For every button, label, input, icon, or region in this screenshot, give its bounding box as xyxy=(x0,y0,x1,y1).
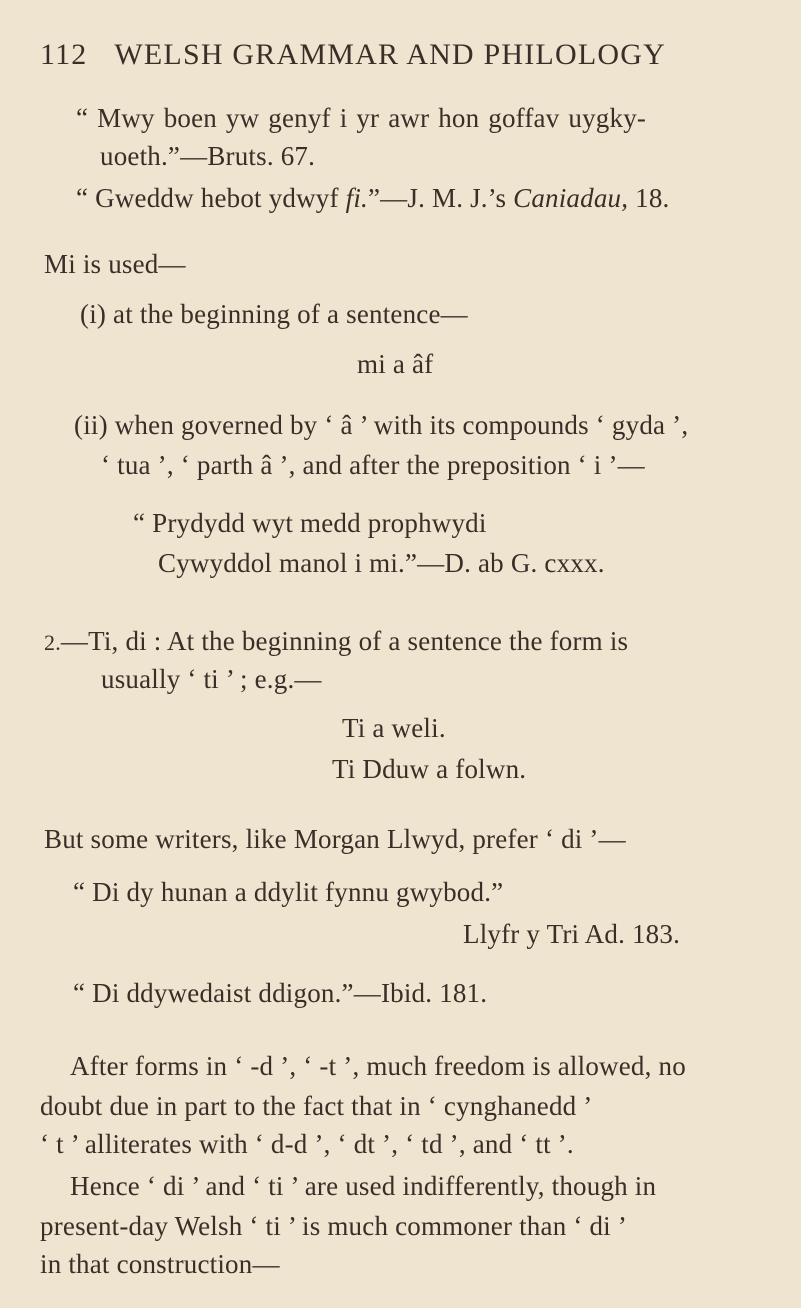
hence-para-line-1: Hence ‘ di ’ and ‘ ti ’ are used indifferently, though in xyxy=(70,1171,657,1201)
quote-di-line-1: “ Di dy hunan a ddylit fynnu gwybod.” xyxy=(73,877,504,907)
section-number: 2. xyxy=(44,630,61,655)
quote-di-line-2: “ Di ddywedaist ddigon.”—Ibid. 181. xyxy=(73,978,488,1008)
quote-caniadau-text: “ Gweddw hebot ydwyf xyxy=(76,183,346,213)
ti-example-2: Ti Dduw a folwn. xyxy=(332,754,527,784)
quote-caniadau-attribution: ”—J. M. J.’s xyxy=(368,183,514,213)
but-line: But some writers, like Morgan Llwyd, prefer ‘ di ’— xyxy=(44,824,626,854)
running-head xyxy=(40,38,666,72)
quote-caniadau xyxy=(76,181,670,215)
quote-bruts-line-2: uoeth.”—Bruts. 67. xyxy=(100,141,316,171)
hence-para-line-2: present-day Welsh ‘ ti ’ is much commoner than ‘ di ’ xyxy=(40,1211,628,1241)
mi-intro: Mi is used— xyxy=(44,249,186,279)
after-para-line-2: doubt due in part to the fact that in ‘ cynghanedd ’ xyxy=(40,1091,593,1121)
page-number: 112 xyxy=(40,38,88,71)
ti-example-1: Ti a weli. xyxy=(342,713,446,743)
verse-line-1: “ Prydydd wyt medd prophwydi xyxy=(133,508,487,538)
quote-caniadau-book-title: Caniadau, xyxy=(513,183,629,213)
after-para-line-1: After forms in ‘ -d ’, ‘ -t ’, much freedom is allowed, no xyxy=(70,1051,686,1081)
running-title: WELSH GRAMMAR AND PHILOLOGY xyxy=(114,38,666,71)
quote-bruts-line-1: “ Mwy boen yw genyf i yr awr hon goffav uygky- xyxy=(76,103,647,133)
mi-item-1-example: mi a âf xyxy=(357,349,434,379)
ti-heading xyxy=(44,624,628,660)
mi-item-2-line-1: (ii) when governed by ‘ â ’ with its compounds ‘ gyda ’, xyxy=(74,410,689,440)
ti-line-2: usually ‘ ti ’ ; e.g.— xyxy=(101,664,322,694)
hence-para-line-3: in that construction— xyxy=(40,1249,280,1279)
quote-di-source: Llyfr y Tri Ad. 183. xyxy=(463,919,681,949)
mi-item-2-line-2: ‘ tua ’, ‘ parth â ’, and after the preposition ‘ i ’— xyxy=(101,450,645,480)
ti-heading-text: —Ti, di : At the beginning of a sentence the form is xyxy=(60,626,629,656)
quote-caniadau-page: 18. xyxy=(628,183,670,213)
quote-caniadau-fi: fi. xyxy=(345,183,368,213)
verse-line-2: Cywyddol manol i mi.”—D. ab G. cxxx. xyxy=(158,548,605,578)
mi-item-1: (i) at the beginning of a sentence— xyxy=(80,299,468,329)
after-para-line-3: ‘ t ’ alliterates with ‘ d-d ’, ‘ dt ’, ‘ td ’, and ‘ tt ’. xyxy=(40,1129,574,1159)
